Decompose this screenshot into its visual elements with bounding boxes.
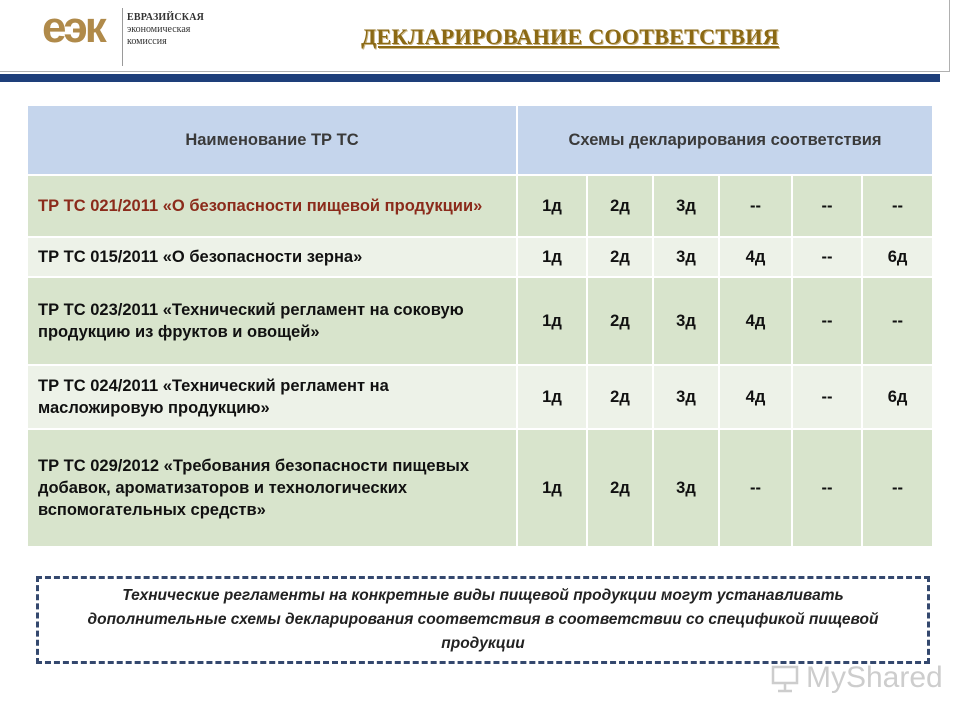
scheme-cell: 2д — [587, 429, 653, 547]
scheme-cell: -- — [792, 429, 862, 547]
scheme-cell: 6д — [862, 365, 933, 429]
scheme-cell: 1д — [517, 175, 587, 237]
scheme-cell: 2д — [587, 365, 653, 429]
header — [0, 0, 960, 96]
scheme-cell: -- — [862, 175, 933, 237]
presentation-icon — [770, 663, 800, 693]
note-box — [36, 576, 930, 664]
scheme-cell: 1д — [517, 365, 587, 429]
watermark-text: MyShared — [806, 661, 943, 694]
scheme-cell: 6д — [862, 237, 933, 277]
col-header-schemes: Схемы декларирования соответствия — [517, 106, 933, 175]
regulation-name: ТР ТС 029/2012 «Требования безопасности пищевых добавок, ароматизаторов и технологических вспомогательных средств» — [28, 429, 517, 547]
scheme-cell: -- — [862, 277, 933, 365]
table-row — [28, 237, 933, 277]
scheme-cell: 3д — [653, 237, 719, 277]
scheme-cell: -- — [792, 237, 862, 277]
watermark — [770, 658, 943, 698]
scheme-cell: 4д — [719, 277, 792, 365]
logo-org-line1: ЕВРАЗИЙСКАЯ — [127, 12, 205, 23]
regulation-name: ТР ТС 023/2011 «Технический регламент на соковую продукцию из фруктов и овощей» — [28, 277, 517, 365]
scheme-cell: 4д — [719, 237, 792, 277]
regulations-table — [28, 106, 934, 548]
scheme-cell: -- — [719, 429, 792, 547]
logo-text — [127, 12, 204, 48]
scheme-cell: 4д — [719, 365, 792, 429]
scheme-cell: 2д — [587, 175, 653, 237]
table-row — [28, 365, 933, 429]
regulation-name: ТР ТС 024/2011 «Технический регламент на масложировую продукцию» — [28, 365, 517, 429]
scheme-cell: -- — [792, 365, 862, 429]
header-bar — [0, 74, 940, 82]
scheme-cell: 1д — [517, 277, 587, 365]
scheme-cell: 1д — [517, 237, 587, 277]
scheme-cell: 2д — [587, 277, 653, 365]
logo-org-line2: экономическая — [127, 24, 191, 35]
table-row — [28, 429, 933, 547]
logo-org-line3: комиссия — [127, 36, 167, 47]
col-header-name: Наименование ТР ТС — [28, 106, 517, 175]
scheme-cell: 1д — [517, 429, 587, 547]
scheme-cell: -- — [792, 277, 862, 365]
table-header-row — [28, 106, 933, 175]
scheme-cell: -- — [719, 175, 792, 237]
page-title: ДЕКЛАРИРОВАНИЕ СООТВЕТСТВИЯ — [361, 24, 779, 49]
scheme-cell: -- — [792, 175, 862, 237]
scheme-cell: 2д — [587, 237, 653, 277]
scheme-cell: 3д — [653, 175, 719, 237]
regulation-name: ТР ТС 015/2011 «О безопасности зерна» — [28, 237, 517, 277]
scheme-cell: 3д — [653, 365, 719, 429]
scheme-cell: 3д — [653, 277, 719, 365]
logo-mark: еэк — [42, 3, 104, 52]
logo-divider — [122, 8, 123, 66]
table-row — [28, 277, 933, 365]
note-text: Технические регламенты на конкретные виды пищевой продукции могут устанавливать дополнительные схемы декларирования соответствия в соответствии со спецификой пищевой продукции — [87, 587, 879, 652]
regulation-name: ТР ТС 021/2011 «О безопасности пищевой продукции» — [28, 175, 517, 237]
table-row — [28, 175, 933, 237]
scheme-cell: -- — [862, 429, 933, 547]
scheme-cell: 3д — [653, 429, 719, 547]
